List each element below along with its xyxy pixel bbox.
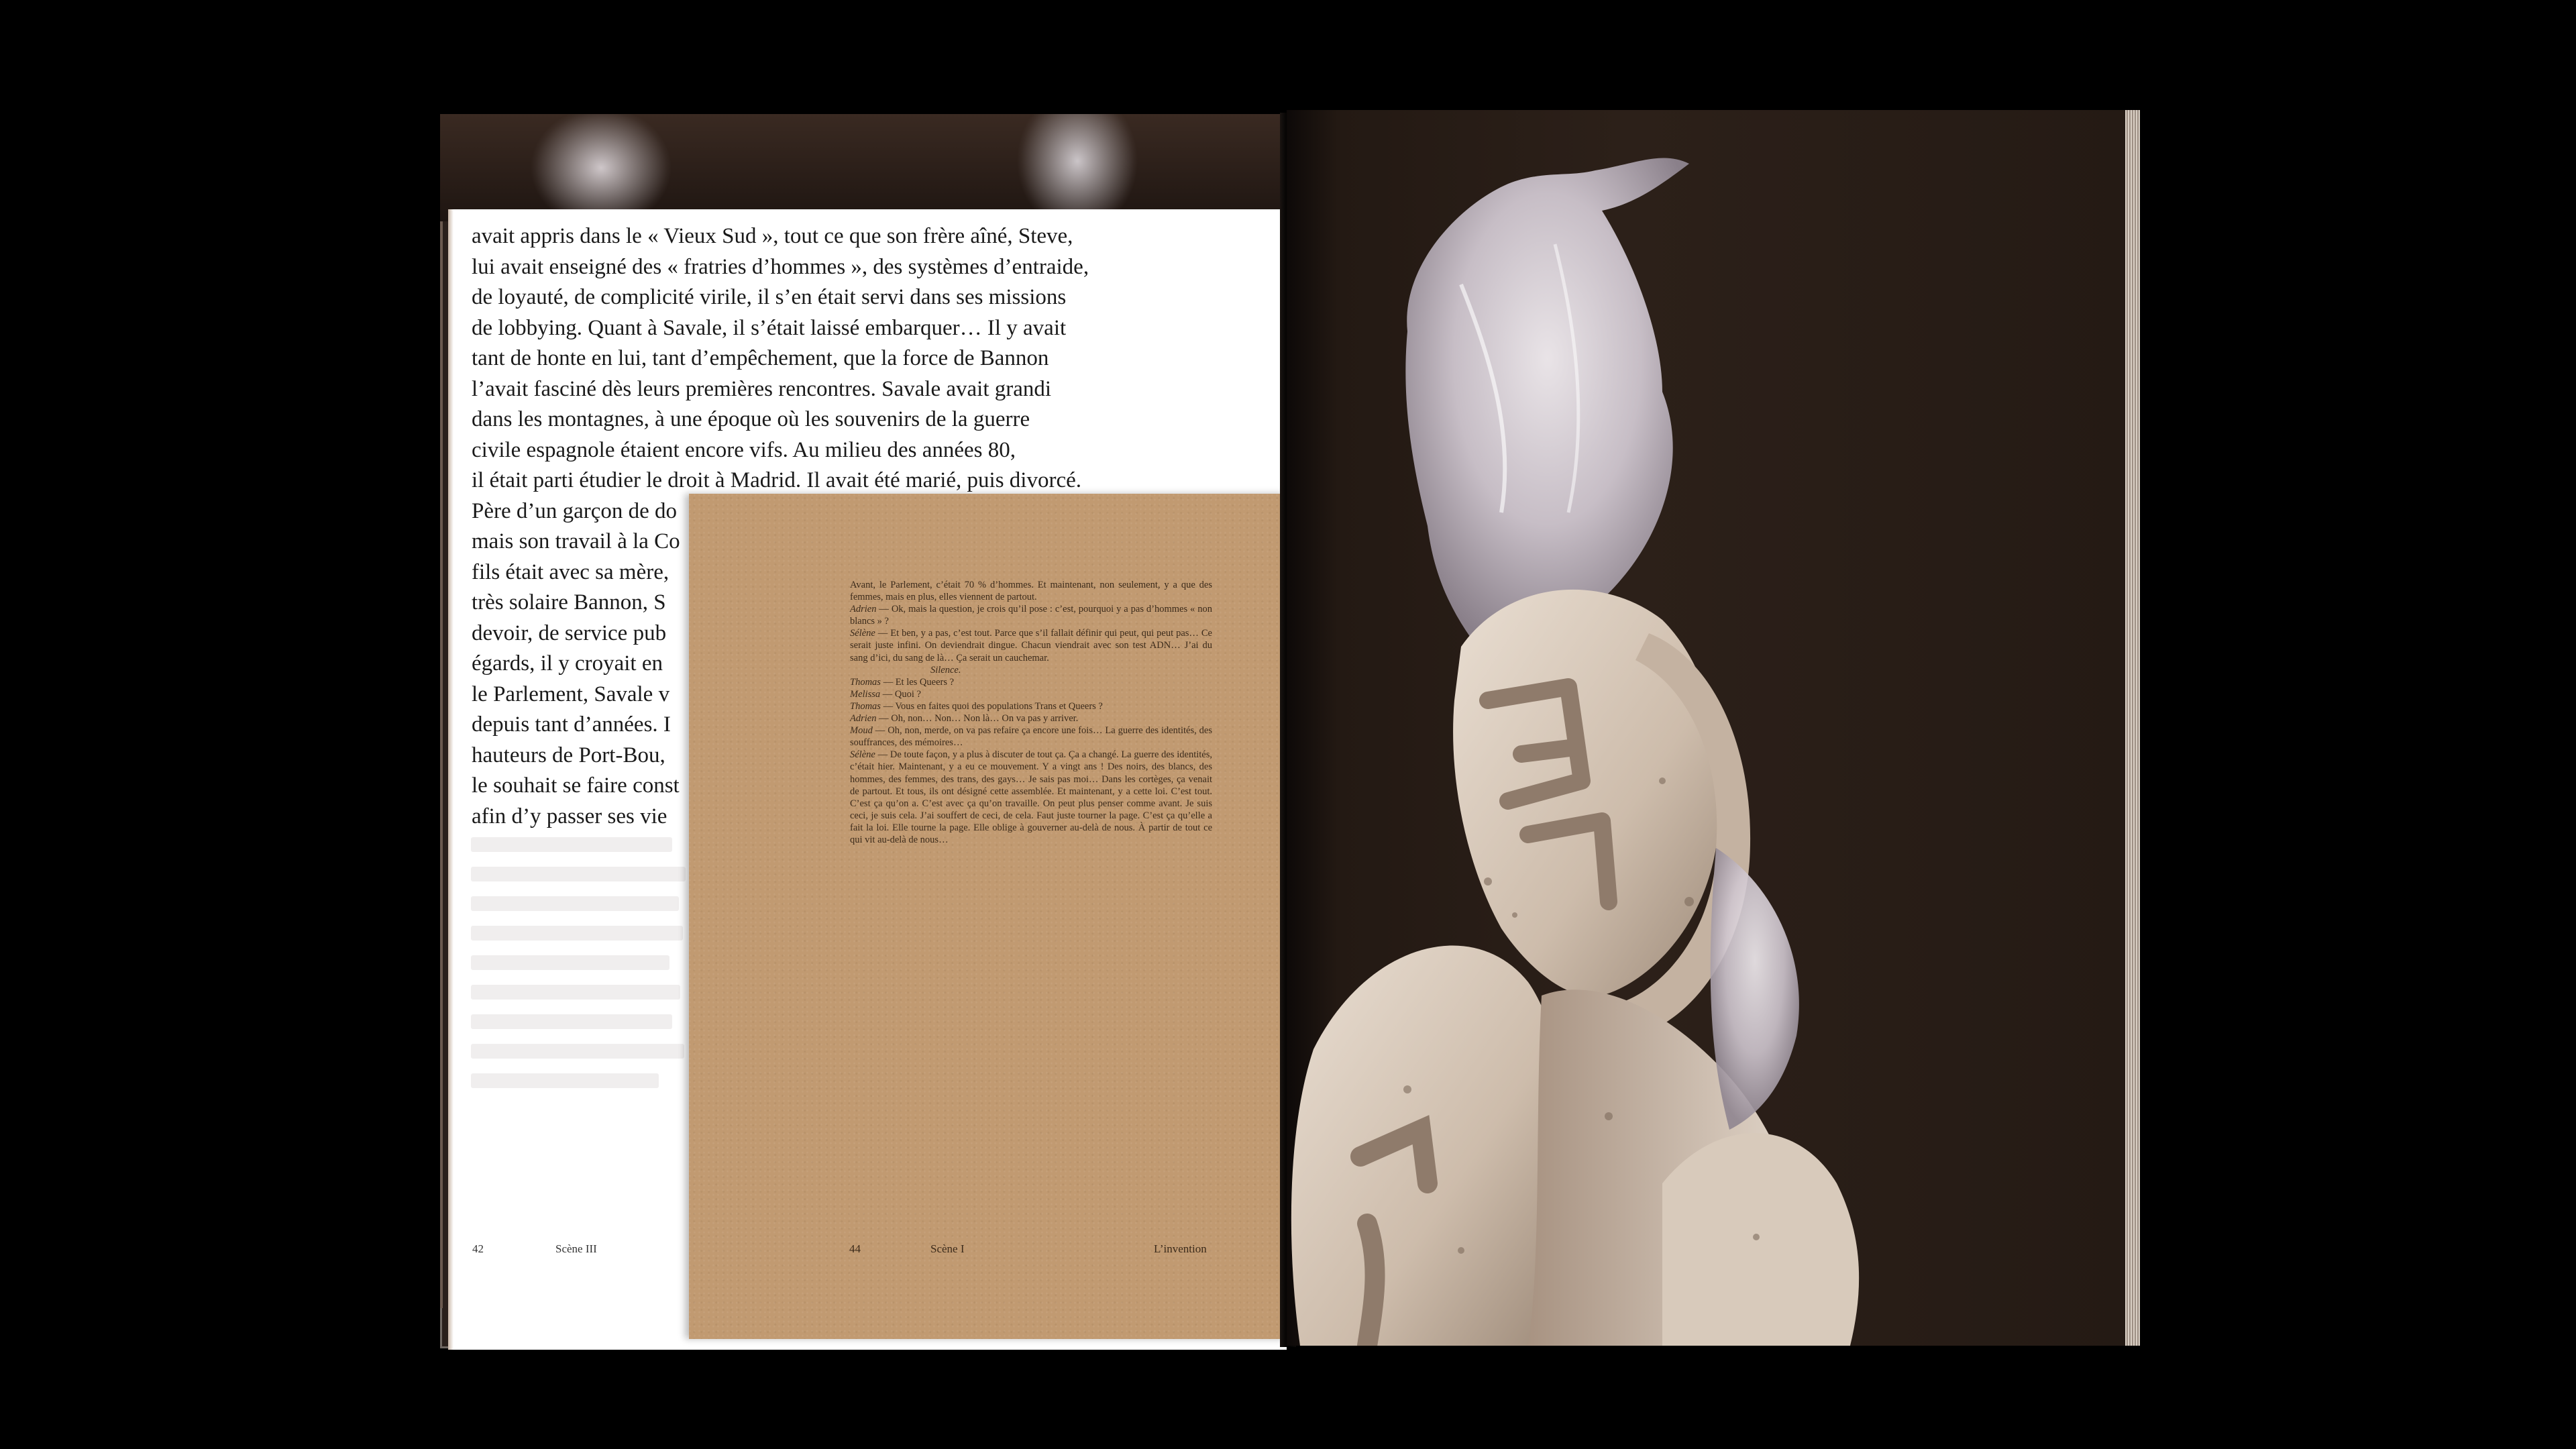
body-text-line: afin d’y passer ses vie [472, 804, 667, 828]
dialogue-line [850, 724, 1212, 749]
speaker-name: Sélène [850, 749, 875, 761]
speaker-name: Adrien [850, 604, 877, 615]
ghost-text-lines [470, 832, 698, 1114]
insert-page-number: 44 [849, 1242, 861, 1255]
dialogue-line [850, 676, 1212, 688]
speaker-name: Sélène [850, 628, 875, 639]
left-photo-strip [440, 114, 1287, 221]
body-text-line: le Parlement, Savale v [472, 682, 670, 706]
body-text-line: avait appris dans le « Vieux Sud », tout ce que son frère aîné, Steve, [472, 224, 1073, 248]
body-text-line: égards, il y croyait en [472, 651, 663, 676]
dialogue-text-span: Avant, le Parlement, c’était 70 % d’hommes. Et maintenant, non seulement, y a que des femmes, mais en plus, elles viennent de partout. [850, 580, 1212, 603]
dialogue-line [850, 579, 1212, 603]
body-text-line: de loyauté, de complicité virile, il s’en était servi dans ses missions [472, 285, 1067, 309]
body-text-line: fils était avec sa mère, [472, 559, 669, 584]
body-text-line: l’avait fasciné dès leurs premières rencontres. Savale avait grandi [472, 376, 1052, 401]
body-text-line: mais son travail à la Co [472, 529, 680, 553]
right-photo-page [1287, 110, 2139, 1346]
body-text-line: très solaire Bannon, S [472, 590, 666, 614]
left-running-head: Scène III [555, 1242, 597, 1255]
dialogue-line [850, 712, 1212, 724]
insert-section-title: L’invention [1154, 1242, 1207, 1255]
dialogue-text [850, 579, 1212, 846]
page-stack-edge [2125, 110, 2140, 1346]
body-text-line: tant de honte en lui, tant d’empêchement, que la force de Bannon [472, 346, 1049, 370]
body-text-line: lui avait enseigné des « fratries d’hommes », des systèmes d’entraide, [472, 254, 1089, 279]
body-text-line: il était parti étudier le droit à Madrid. Il avait été marié, puis divorcé. [472, 468, 1081, 492]
sculpture-photo [1287, 110, 2139, 1346]
left-page-number: 42 [472, 1242, 484, 1255]
body-text-line: depuis tant d’années. I [472, 712, 671, 737]
dialogue-line [850, 700, 1212, 712]
speaker-name: Moud [850, 725, 873, 737]
body-text-line: dans les montagnes, à une époque où les souvenirs de la guerre [472, 407, 1030, 431]
dialogue-text-span: — Oh, non, merde, on va pas refaire ça encore une fois… La guerre des identités, des souffrances, des mémoires… [850, 725, 1212, 749]
dialogue-line: Silence. [930, 664, 961, 676]
speaker-name: Thomas [850, 676, 881, 688]
dialogue-text-span: — Vous en faites quoi des populations Trans et Queers ? [880, 700, 1103, 712]
body-text-line: devoir, de service pub [472, 621, 667, 645]
dialogue-text-span: — De toute façon, y a plus à discuter de tout ça. Ça a changé. La guerre des identités, c’était hier. Maintenant, y a eu ce mouvement. Y a vingt ans ! Des noirs, des blancs, des hommes, des femmes, des trans, des gays… Je sais pas moi… Dans les cortèges, ça venait de partout. Et tous, ils ont désigné cette assemblée. Et maintenant, y a cette loi. C’est tout. C’est ça qu’on a. C’est avec ça qu’on travaille. On peut plus penser comme avant. Je suis ceci, je suis cela. J’ai souffert de ceci, de cela. Faut juste tourner la page. C’est ça qu’elle a fait la loi. Elle tourne la page. Elle oblige à gouverner au-delà de nous. À partir de tout ce qui vit au-delà de nous… [850, 749, 1212, 845]
body-text-line: de lobbying. Quant à Savale, il s’était laissé embarquer… Il y avait [472, 315, 1067, 340]
dialogue-text-span: — Et les Queers ? [880, 676, 955, 688]
dialogue-text-span: — Ok, mais la question, je crois qu’il pose : c’est, pourquoi y a pas d’hommes « non blancs » ? [850, 604, 1212, 627]
dialogue-line [850, 749, 1212, 846]
body-text-line: Père d’un garçon de do [472, 498, 678, 523]
dialogue-line [850, 688, 1212, 700]
dialogue-text-span: — Et ben, y a pas, c’est tout. Parce que s’il fallait définir qui peut, qui peut pas… Ce serait juste infini. On deviendrait dingue. Chacun viendrait avec son test ADN… J’ai du sang d’ici, du sang de là… Ça serait un cauchemar. [850, 628, 1212, 663]
speaker-name: Adrien [850, 713, 877, 724]
dialogue-text-span: — Quoi ? [880, 688, 921, 700]
body-text-line: civile espagnole étaient encore vifs. Au milieu des années 80, [472, 437, 1016, 462]
dialogue-line [850, 603, 1212, 627]
body-text-line: le souhait se faire const [472, 773, 680, 798]
dialogue-line [850, 627, 1212, 663]
speaker-name: Thomas [850, 700, 881, 712]
body-text-line: hauteurs de Port-Bou, [472, 743, 665, 767]
speaker-name: Melissa [850, 688, 881, 700]
dialogue-text-span: — Oh, non… Non… Non là… On va pas y arriver. [876, 713, 1079, 724]
insert-running-head: Scène I [930, 1242, 965, 1255]
